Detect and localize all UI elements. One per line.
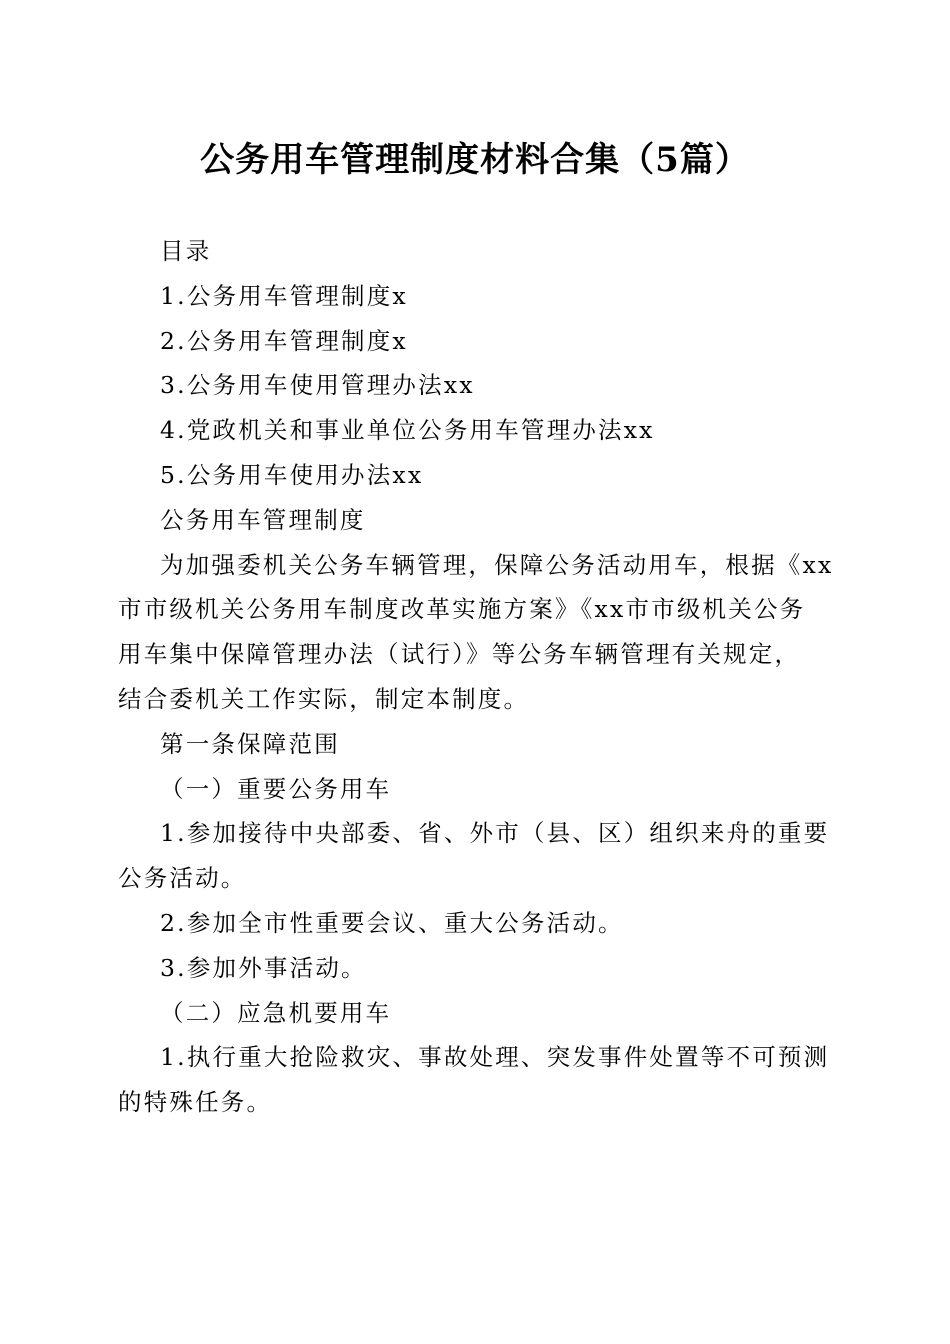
document-title: 公务用车管理制度材料合集（5篇） xyxy=(200,140,750,180)
list-item-line: 3.参加外事活动。 xyxy=(160,953,367,982)
document-body xyxy=(118,229,834,1125)
list-item xyxy=(118,901,830,946)
list-item-line: 的特殊任务。 xyxy=(118,1088,273,1117)
toc-item: 3.公务用车使用管理办法xx xyxy=(160,371,475,400)
toc-item: 4.党政机关和事业单位公务用车管理办法xx xyxy=(160,416,655,445)
list-item-line: 公务活动。 xyxy=(118,864,247,893)
intro-paragraph xyxy=(118,543,834,722)
toc-item: 2.公务用车管理制度x xyxy=(160,326,408,355)
subsection-heading: （一）重要公务用车 xyxy=(160,774,392,803)
list-item xyxy=(118,811,830,901)
list-item xyxy=(118,946,830,991)
toc-item: 5.公务用车使用办法xx xyxy=(160,460,424,489)
toc-item: 1.公务用车管理制度x xyxy=(160,281,408,310)
list-item-line: 2.参加全市性重要会议、重大公务活动。 xyxy=(160,908,624,937)
section-title: 公务用车管理制度 xyxy=(160,505,366,534)
list-item xyxy=(118,1035,830,1125)
list-item-line: 1.参加接待中央部委、省、外市（县、区）组织来舟的重要 xyxy=(160,819,830,848)
intro-line: 用车集中保障管理办法（试行）》等公务车辆管理有关规定， xyxy=(118,640,801,669)
subsection-heading: （二）应急机要用车 xyxy=(160,998,392,1027)
list-item-line: 1.执行重大抢险救灾、事故处理、突发事件处置等不可预测 xyxy=(160,1043,830,1072)
intro-line: 结合委机关工作实际，制定本制度。 xyxy=(118,684,530,713)
intro-line: 为加强委机关公务车辆管理，保障公务活动用车，根据《xx xyxy=(160,550,834,579)
intro-line: 市市级机关公务用车制度改革实施方案》《xx市市级机关公务 xyxy=(118,595,806,624)
article-heading: 第一条保障范围 xyxy=(160,729,340,758)
toc-heading: 目录 xyxy=(160,237,212,265)
